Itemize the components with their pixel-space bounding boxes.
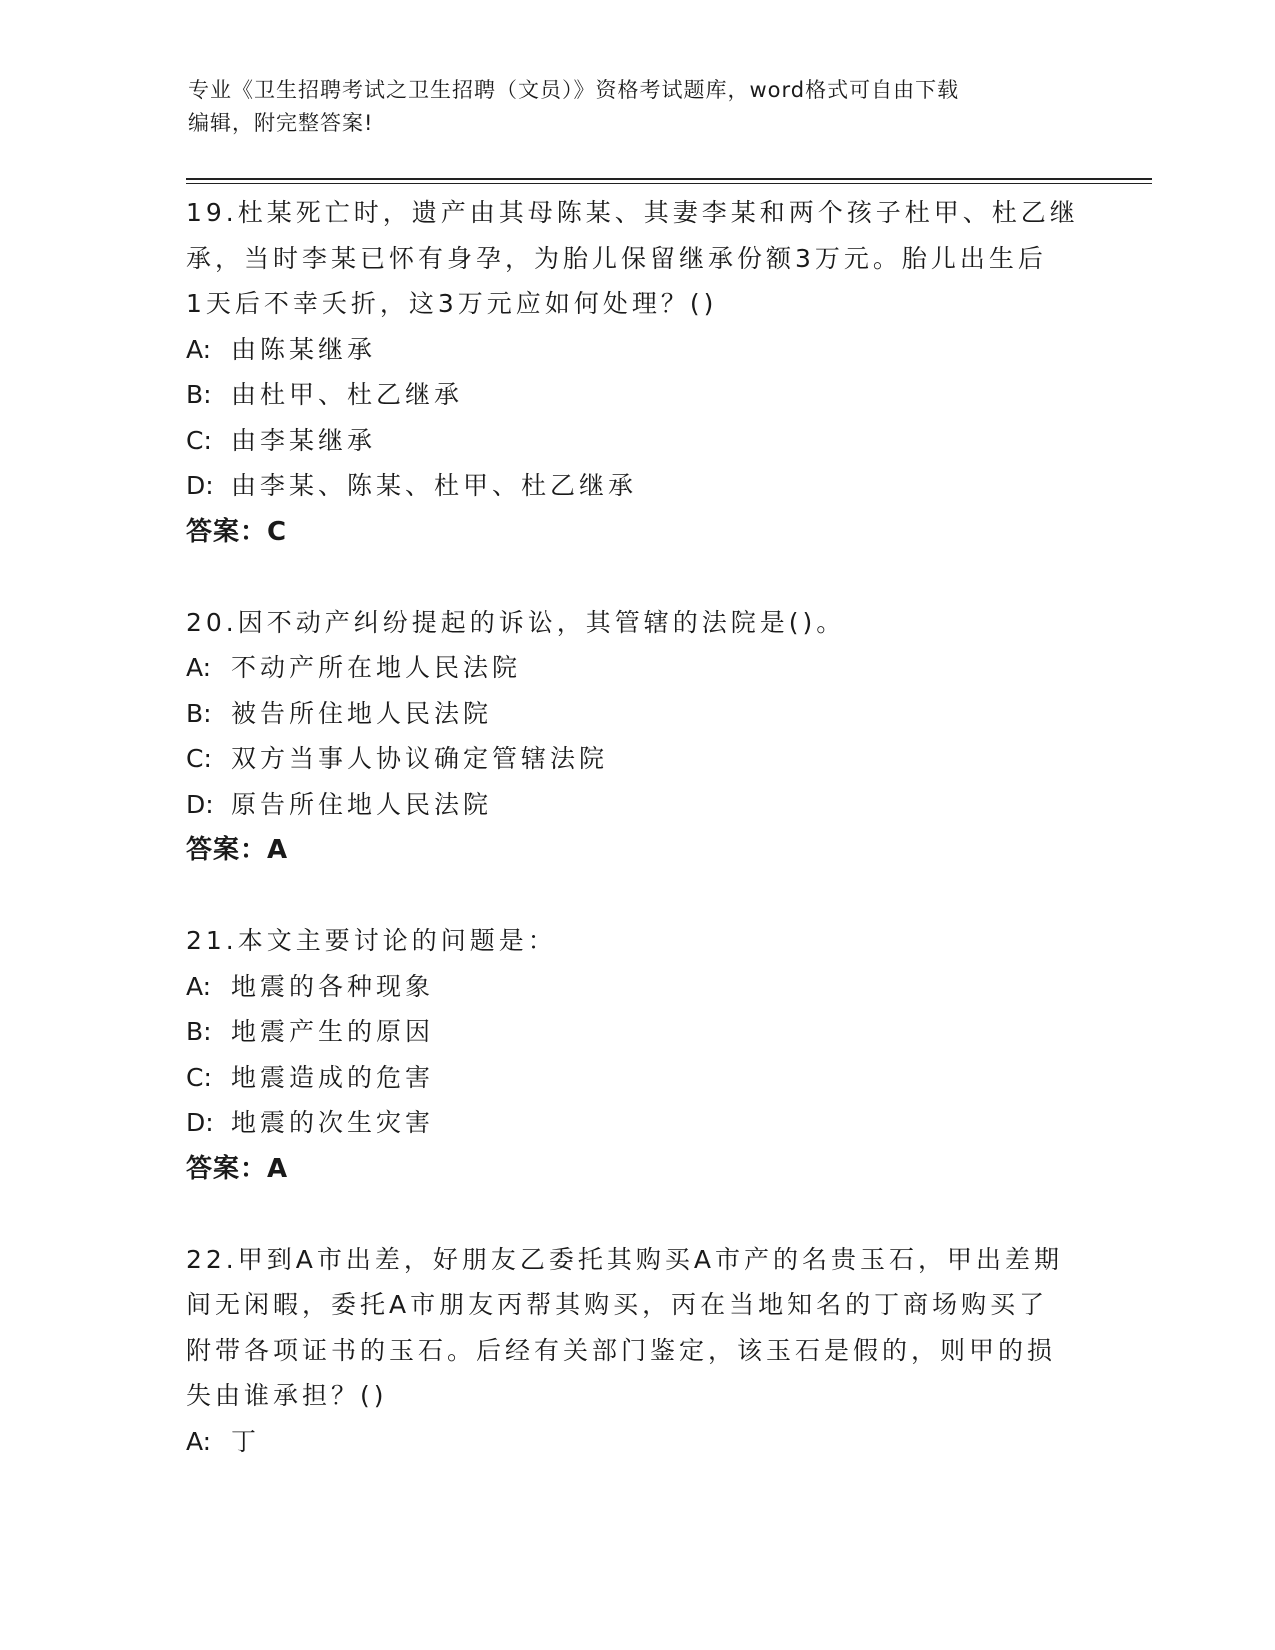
question-text-line: 间无闲暇，委托A市朋友丙帮其购买，丙在当地知名的丁商场购买了	[186, 1290, 1049, 1319]
question-text-line: 失由谁承担？()	[186, 1381, 388, 1410]
option-key: B:	[186, 1017, 212, 1046]
question-block	[186, 1237, 1086, 1465]
option-text: 地震产生的原因	[231, 1017, 435, 1046]
option-text: 地震的次生灾害	[231, 1108, 435, 1137]
answer-option	[186, 964, 1086, 1010]
question-text-line: 22.甲到A市出差，好朋友乙委托其购买A市产的名贵玉石，甲出差期	[186, 1244, 1063, 1274]
option-key: D:	[186, 1108, 214, 1137]
answer-option	[186, 782, 1086, 828]
answer-option	[186, 327, 1086, 373]
answer-option	[186, 1009, 1086, 1055]
option-text: 被告所住地人民法院	[231, 698, 493, 728]
answer-label: 答案：A	[186, 1153, 289, 1184]
option-key: D:	[186, 789, 214, 819]
question-block	[186, 918, 1086, 1193]
option-text: 地震造成的危害	[231, 1062, 435, 1092]
option-text: 不动产所在地人民法院	[231, 653, 522, 682]
answer-option	[186, 418, 1086, 464]
option-text: 地震的各种现象	[231, 971, 435, 1001]
option-key: D:	[186, 471, 214, 500]
question-block	[186, 190, 1086, 556]
question-text-line: 19.杜某死亡时，遗产由其母陈某、其妻李某和两个孩子杜甲、杜乙继	[186, 198, 1079, 227]
answer-option	[186, 463, 1086, 509]
option-text: 双方当事人协议确定管辖法院	[231, 744, 609, 773]
option-key: A:	[186, 1426, 212, 1456]
option-key: A:	[186, 334, 212, 364]
answer-option	[186, 1419, 1086, 1465]
question-text-line: 21.本文主要讨论的问题是：	[186, 926, 557, 955]
option-text: 由李某继承	[231, 425, 377, 455]
answer-option	[186, 691, 1086, 737]
header-divider-thin	[186, 183, 1152, 184]
answer-option	[186, 736, 1086, 782]
option-key: C:	[186, 1062, 212, 1092]
option-text: 原告所住地人民法院	[231, 789, 493, 819]
option-key: B:	[186, 698, 212, 728]
question-text-line: 附带各项证书的玉石。后经有关部门鉴定，该玉石是假的，则甲的损	[186, 1335, 1057, 1365]
document-header	[188, 74, 1068, 140]
header-divider-thick	[186, 178, 1152, 180]
answer-option	[186, 645, 1086, 691]
option-text: 由杜甲、杜乙继承	[231, 380, 464, 409]
option-key: C:	[186, 744, 212, 773]
question-text-line: 1天后不幸夭折，这3万元应如何处理？()	[186, 289, 718, 318]
option-key: A:	[186, 971, 212, 1001]
option-text: 由陈某继承	[231, 334, 377, 364]
option-key: A:	[186, 653, 212, 682]
answer-option	[186, 1100, 1086, 1146]
option-text: 由李某、陈某、杜甲、杜乙继承	[231, 471, 638, 500]
header-line-1: 专业《卫生招聘考试之卫生招聘（文员）》资格考试题库，word格式可自由下载	[188, 78, 960, 102]
header-line-2: 编辑，附完整答案!	[188, 111, 374, 135]
answer-label: 答案：A	[186, 835, 289, 865]
answer-option	[186, 372, 1086, 418]
question-list	[186, 190, 1086, 1508]
option-text: 丁	[231, 1426, 261, 1456]
question-text-line: 承，当时李某已怀有身孕，为胎儿保留继承份额3万元。胎儿出生后	[186, 243, 1047, 273]
answer-option	[186, 1055, 1086, 1101]
question-block	[186, 600, 1086, 875]
question-text-line: 20.因不动产纠纷提起的诉讼，其管辖的法院是()。	[186, 607, 846, 637]
answer-label: 答案：C	[186, 516, 288, 547]
option-key: B:	[186, 380, 212, 409]
option-key: C:	[186, 425, 212, 455]
